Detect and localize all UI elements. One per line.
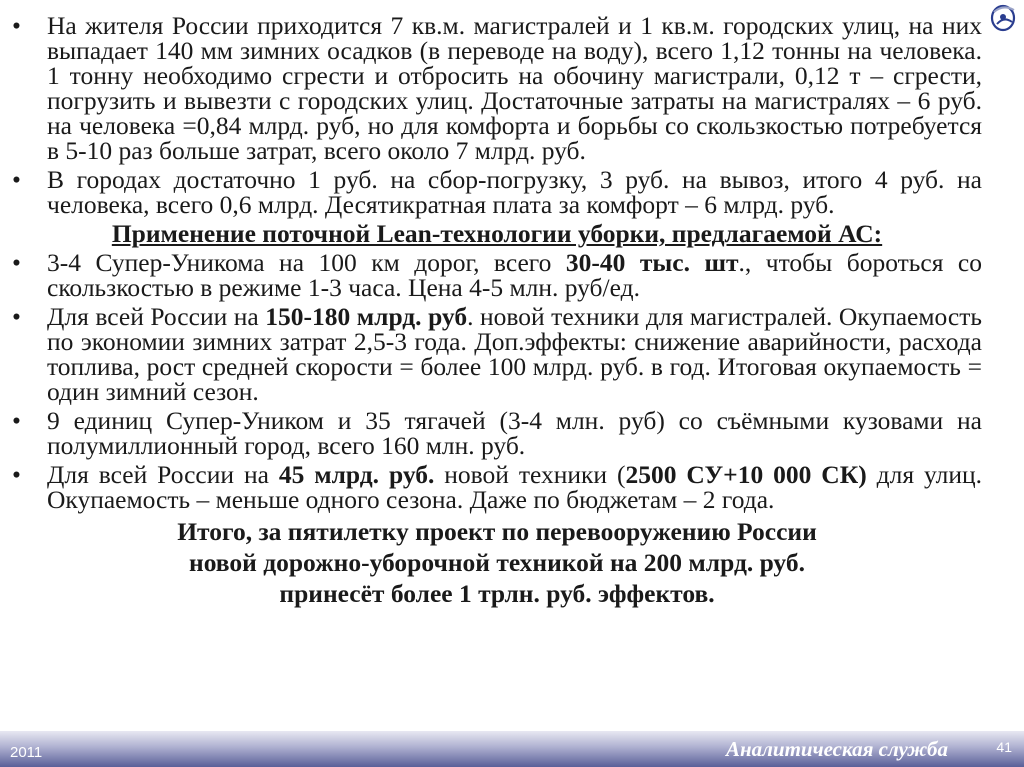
footer-organization: Аналитическая служба [725,737,948,761]
bullet-text: Для всей России на [47,302,266,331]
bullet-bold-value: 2500 СУ+10 000 СК) [625,460,867,489]
bullet-text: Для всей России на [47,460,279,489]
bullet-item-russia-streets [12,462,982,512]
bullet-text: На жителя России приходится 7 кв.м. магистралей и 1 кв.м. городских улиц, на них выпадает 140 мм зимних осадков (в переводе на воду), всего 1,12 тонны на человека. 1 тонну необходимо сгрести и отбросить на обочину магистрали, 0,12 т – сгрести, погрузить и вывезти с городских улиц. Достаточные затраты на магистралях – 6 руб. на человека =0,84 млрд. руб, но для комфорта и борьбы со скользкостью потребуется в 5-10 раз больше затрат, всего около 7 млрд. руб. [47,11,982,165]
bullet-item-russia-highways [12,304,982,404]
footer-bar [0,731,1024,767]
bullet-text: 9 единиц Супер-Уником и 35 тягачей (3-4 млн. руб) со съёмными кузовами на полумиллионный город, всего 160 млн. руб. [47,406,982,460]
summary-line: принесёт более 1 трлн. руб. эффектов. [279,579,715,608]
bullet-item-per-capita [12,13,982,163]
analytical-service-logo-icon [988,2,1018,32]
bullet-bold-value: 45 млрд. руб. [278,460,435,489]
page-number: 41 [996,739,1012,755]
bullet-text: ., чтобы бороться со скользкостью в режиме 1-3 часа. Цена 4-5 млн. руб/ед. [47,248,982,302]
footer-year: 2011 [10,744,43,761]
bullet-text: . новой техники для магистралей. Окупаемость по экономии зимних затрат 2,5-3 года. Доп.эффекты: снижение аварийности, расхода топлива, рост средней скорости = более 100 млрд. руб. в год. Итоговая окупаемость = один зимний сезон. [47,302,982,406]
bullet-marker: • [12,248,21,277]
bullet-marker: • [12,11,21,40]
bullet-bold-value: 150-180 млрд. руб [265,302,468,331]
bullet-item-cities [12,167,982,217]
bullet-text: новой техники ( [434,460,626,489]
bullet-item-city-fleet [12,408,982,458]
bullet-text: 3-4 Супер-Уникома на 100 км дорог, всего [47,248,566,277]
summary-block [12,516,982,609]
bullet-marker: • [12,165,21,194]
bullet-marker: • [12,460,21,489]
summary-line: новой дорожно-уборочной техникой на 200 млрд. руб. [189,548,805,577]
summary-line: Итого, за пятилетку проект по перевооружению России [177,517,817,546]
bullet-marker: • [12,302,21,331]
bullet-text: В городах достаточно 1 руб. на сбор-погрузку, 3 руб. на вывоз, итого 4 руб. на человека, всего 0,6 млрд. Десятикратная плата за комфорт – 6 млрд. руб. [47,165,982,219]
bullet-marker: • [12,406,21,435]
section-heading: Применение поточной Lean-технологии уборки, предлагаемой АС: [111,219,883,248]
slide-content [12,13,982,609]
bullet-item-super-unicom-density [12,250,982,300]
bullet-bold-value: 30-40 тыс. шт [565,248,739,277]
bullet-text: для улиц. Окупаемость – меньше одного сезона. Даже по бюджетам – 2 года. [47,460,982,514]
